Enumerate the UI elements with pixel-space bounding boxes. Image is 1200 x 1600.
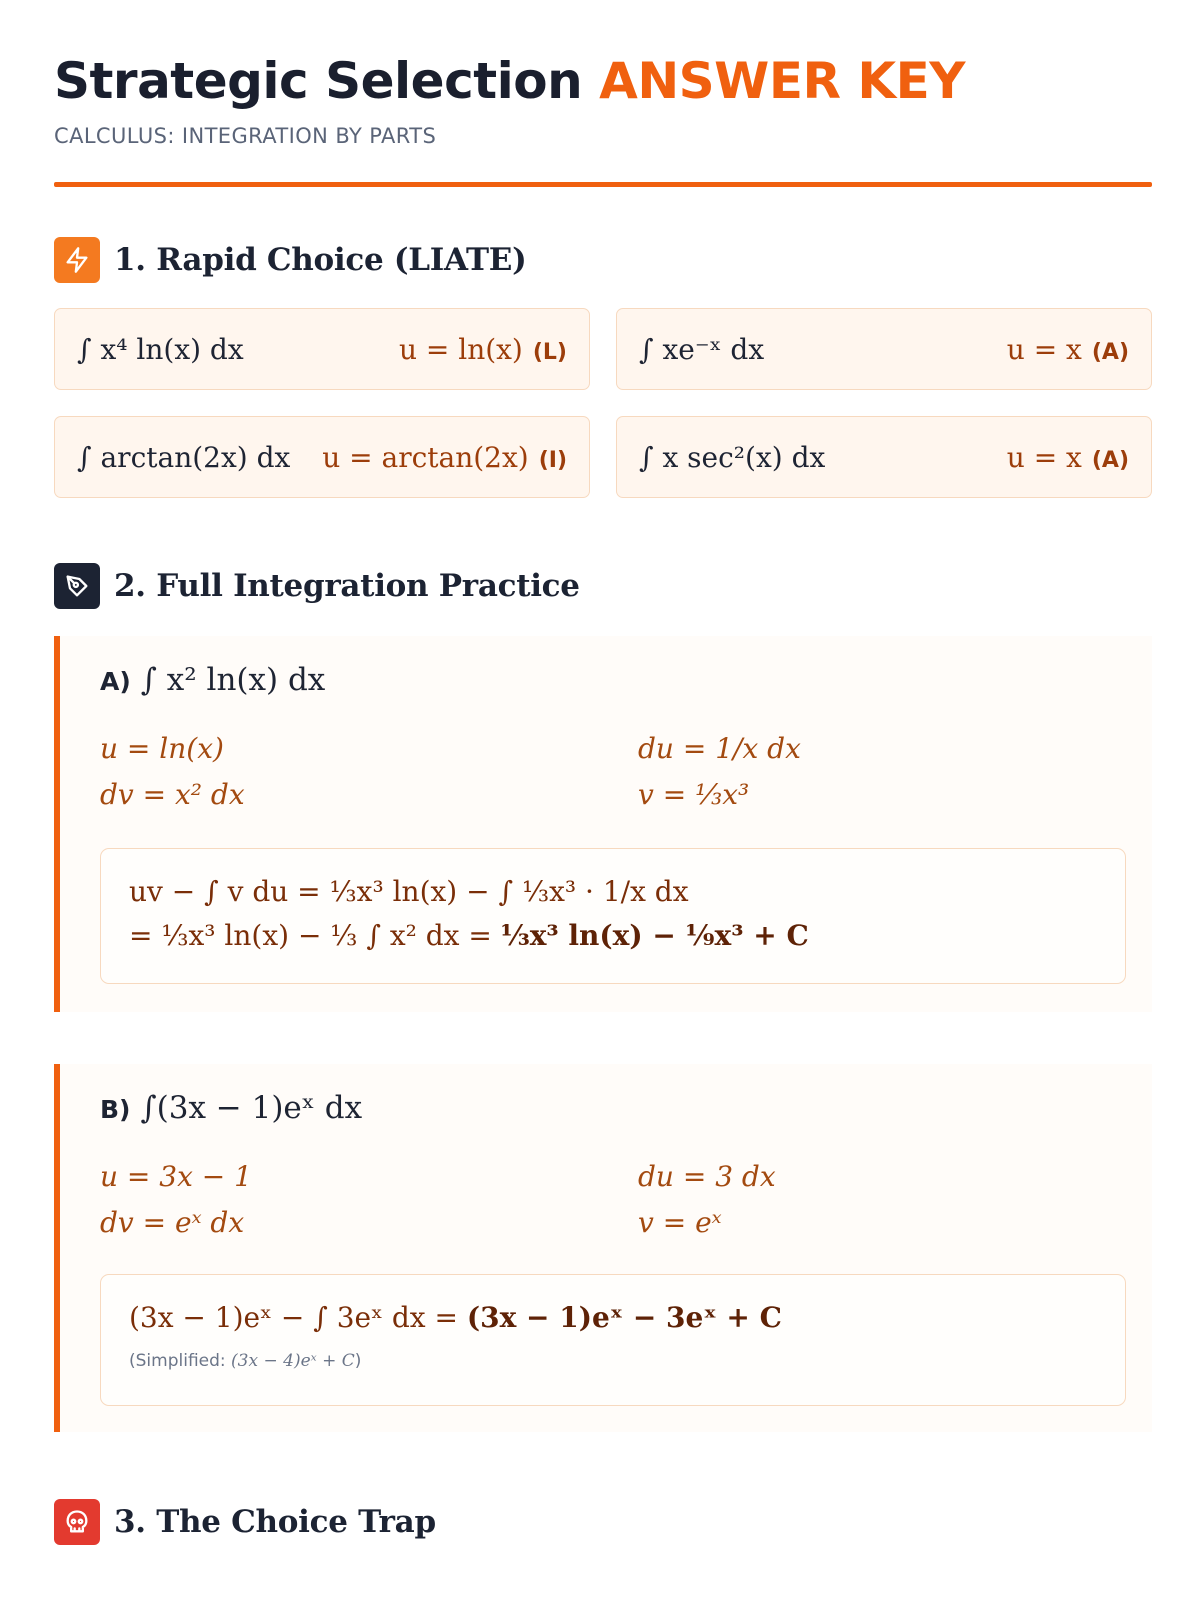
problem-a-solution-line-2: [129, 919, 809, 952]
pen-tool-icon: [54, 563, 100, 609]
rapid-card-4-answer: u = x: [1006, 440, 1082, 474]
problem-a-solution-work: = ⅓x³ ln(x) − ⅓ ∫ x² dx =: [129, 919, 492, 952]
page-title: [54, 52, 965, 110]
problem-a-accent-bar: [54, 636, 60, 1012]
problem-a-du: du = 1/x dx: [638, 732, 801, 765]
section-full-practice-heading: [54, 562, 580, 610]
problem-b-solution-line-1: [129, 1301, 782, 1334]
section-rapid-choice-title: 1. Rapid Choice (LIATE): [114, 242, 527, 278]
section-full-practice-title: 2. Full Integration Practice: [114, 568, 580, 604]
problem-b-du: du = 3 dx: [638, 1160, 776, 1193]
lightning-icon: [54, 237, 100, 283]
problem-b-final-answer: (3x − 1)eˣ − 3eˣ + C: [466, 1301, 782, 1334]
problem-b-note-math: (3x − 4)eˣ + C: [231, 1351, 355, 1371]
rapid-card-4-tag: (A): [1091, 447, 1129, 473]
problem-b-integral: ∫(3x − 1)eˣ dx: [140, 1090, 363, 1126]
problem-b-solution-box: [100, 1274, 1126, 1406]
section-choice-trap-heading: [54, 1498, 436, 1546]
problem-a-statement: [100, 662, 325, 698]
problem-a-final-answer: ⅓x³ ln(x) − ⅑x³ + C: [500, 919, 809, 952]
header-divider: [54, 182, 1152, 187]
section-rapid-choice-heading: [54, 236, 526, 284]
rapid-card-2-answer: u = x: [1006, 332, 1082, 366]
rapid-card-2: [616, 308, 1152, 390]
problem-a-dv: dv = x² dx: [100, 778, 245, 811]
problem-b-note-suffix: ): [354, 1351, 362, 1371]
problem-a-u: u = ln(x): [100, 732, 224, 765]
page-subtitle: CALCULUS: INTEGRATION BY PARTS: [54, 124, 437, 148]
problem-b-label: B): [100, 1095, 131, 1124]
skull-icon: [54, 1499, 100, 1545]
rapid-card-2-integral: ∫ xe⁻ˣ dx: [639, 332, 765, 366]
rapid-card-1-answer: u = ln(x): [398, 332, 523, 366]
rapid-card-4: [616, 416, 1152, 498]
problem-b-solution-work: (3x − 1)eˣ − ∫ 3eˣ dx =: [129, 1301, 458, 1334]
problem-b-statement: [100, 1090, 362, 1126]
rapid-card-1-integral: ∫ x⁴ ln(x) dx: [77, 332, 244, 366]
problem-a-label: A): [100, 667, 131, 696]
problem-b-u: u = 3x − 1: [100, 1160, 252, 1193]
rapid-card-2-tag: (A): [1091, 339, 1129, 365]
problem-b-block: [54, 1064, 1152, 1432]
problem-b-v: v = eˣ: [638, 1206, 722, 1239]
section-choice-trap-title: 3. The Choice Trap: [114, 1504, 436, 1540]
title-main: Strategic Selection: [54, 52, 583, 110]
rapid-card-1: [54, 308, 590, 390]
rapid-card-3: [54, 416, 590, 498]
problem-a-v: v = ⅓x³: [638, 778, 750, 811]
problem-b-note-prefix: (Simplified:: [129, 1351, 232, 1371]
problem-b-accent-bar: [54, 1064, 60, 1432]
problem-a-integral: ∫ x² ln(x) dx: [140, 662, 326, 698]
problem-a-solution-box: [100, 848, 1126, 984]
rapid-card-3-answer: u = arctan(2x): [322, 440, 529, 474]
problem-b-dv: dv = eˣ dx: [100, 1206, 245, 1239]
rapid-card-3-integral: ∫ arctan(2x) dx: [77, 440, 291, 474]
rapid-card-1-tag: (L): [532, 339, 567, 365]
rapid-card-4-integral: ∫ x sec²(x) dx: [639, 440, 826, 474]
problem-a-solution-line-1: uv − ∫ v du = ⅓x³ ln(x) − ∫ ⅓x³ · 1/x dx: [129, 875, 689, 908]
title-accent: ANSWER KEY: [599, 52, 965, 110]
rapid-card-3-tag: (I): [538, 447, 567, 473]
problem-b-simplified-note: [129, 1351, 361, 1371]
problem-a-block: [54, 636, 1152, 1012]
